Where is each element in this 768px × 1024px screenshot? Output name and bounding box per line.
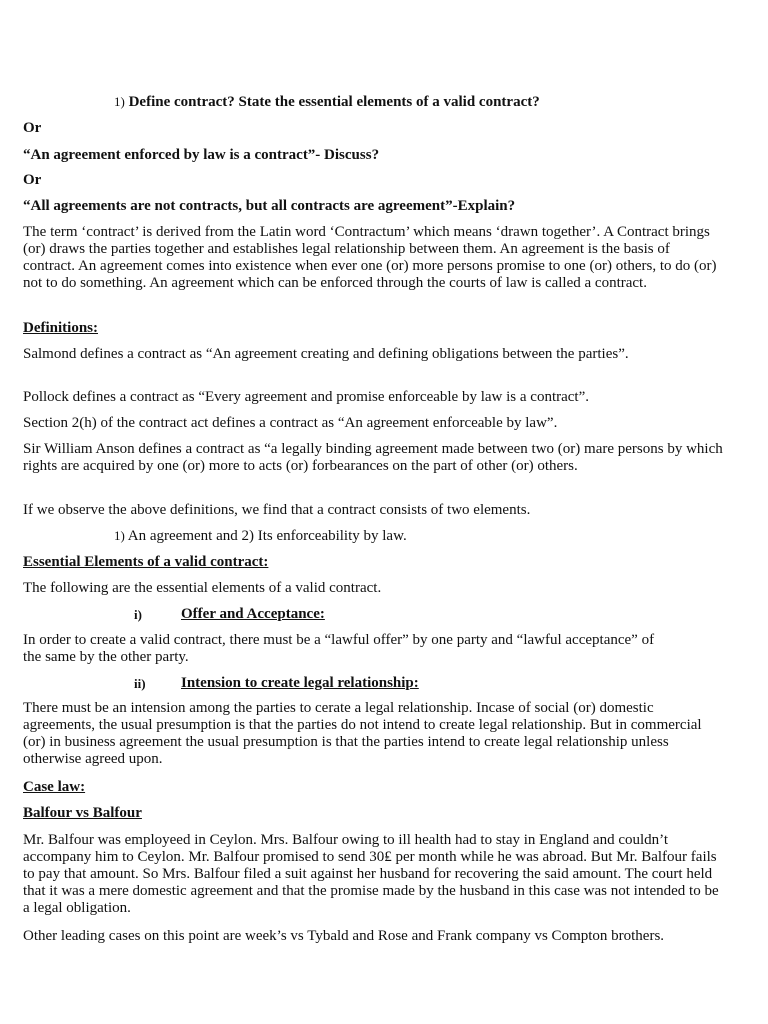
element-1-roman: i) xyxy=(134,607,142,622)
other-cases-text: Other leading cases on this point are week’s vs Tybald and Rose and Frank company vs Compton brothers. xyxy=(23,928,665,944)
case-title: Balfour vs Balfour xyxy=(23,805,142,821)
alt-question-2: “All agreements are not contracts, but all contracts are agreement”-Explain? xyxy=(23,198,516,214)
definition-anson: Sir William Anson defines a contract as “a legally binding agreement made between two (or) mare persons by which rights are acquired by one (or) more to acts (or) forbearances on the part of other (or) others. xyxy=(23,441,723,474)
or-separator-1: Or xyxy=(23,120,42,136)
alt-question-1: “An agreement enforced by law is a contract”- Discuss? xyxy=(23,147,380,163)
case-law-heading: Case law: xyxy=(23,779,86,795)
essential-heading: Essential Elements of a valid contract: xyxy=(23,554,269,570)
essential-intro: The following are the essential elements of a valid contract. xyxy=(23,580,382,596)
question-text: Define contract? State the essential elements of a valid contract? xyxy=(128,94,540,110)
element-2-text: There must be an intension among the parties to cerate a legal relationship. Incase of social (or) domestic agreements, the usual presumption is that the parties do not intend to create legal relationship. But in commercial (or) in business agreement the usual presumption is that the parties intend to create legal relationship unless otherwise agreed upon. xyxy=(23,700,702,767)
element-2-roman: ii) xyxy=(134,676,146,691)
question-number: 1) xyxy=(114,94,125,109)
observation-text: If we observe the above definitions, we find that a contract consists of two elements. xyxy=(23,502,531,518)
element-1-title: Offer and Acceptance: xyxy=(181,606,325,622)
elements-text: An agreement and 2) Its enforceability by law. xyxy=(127,528,407,544)
element-1-text: In order to create a valid contract, there must be a “lawful offer” by one party and “lawful acceptance” of the same by the other party. xyxy=(23,632,655,665)
definitions-heading: Definitions: xyxy=(23,320,98,336)
elements-line xyxy=(114,528,407,545)
definition-pollock: Pollock defines a contract as “Every agreement and promise enforceable by law is a contract”. xyxy=(23,389,590,405)
definition-salmond: Salmond defines a contract as “An agreement creating and defining obligations between the parties”. xyxy=(23,346,629,362)
definition-section-2h: Section 2(h) of the contract act defines a contract as “An agreement enforceable by law”. xyxy=(23,415,558,431)
or-separator-2: Or xyxy=(23,172,42,188)
main-question xyxy=(114,94,540,111)
intro-paragraph: The term ‘contract’ is derived from the Latin word ‘Contractum’ which means ‘drawn together’. A Contract brings (or) draws the parties together and establishes legal relationship between them. An agreement is the basis of contract. An agreement comes into existence when ever one (or) more persons promise to one (or) others, to do (or) not to do something. An agreement which can be enforced through the courts of law is called a contract. xyxy=(23,224,717,291)
elements-number: 1) xyxy=(114,528,125,543)
case-text: Mr. Balfour was employeed in Ceylon. Mrs. Balfour owing to ill health had to stay in England and couldn’t accompany him to Ceylon. Mr. Balfour promised to send 30₤ per month while he was abroad. But Mr. Balfour fails to pay that amount. So Mrs. Balfour filed a suit against her husband for recovering the said amount. The court held that it was a mere domestic agreement and that the promise made by the husband in this case was not intended to be a legal obligation. xyxy=(23,832,719,916)
element-2-title: Intension to create legal relationship: xyxy=(181,675,419,691)
